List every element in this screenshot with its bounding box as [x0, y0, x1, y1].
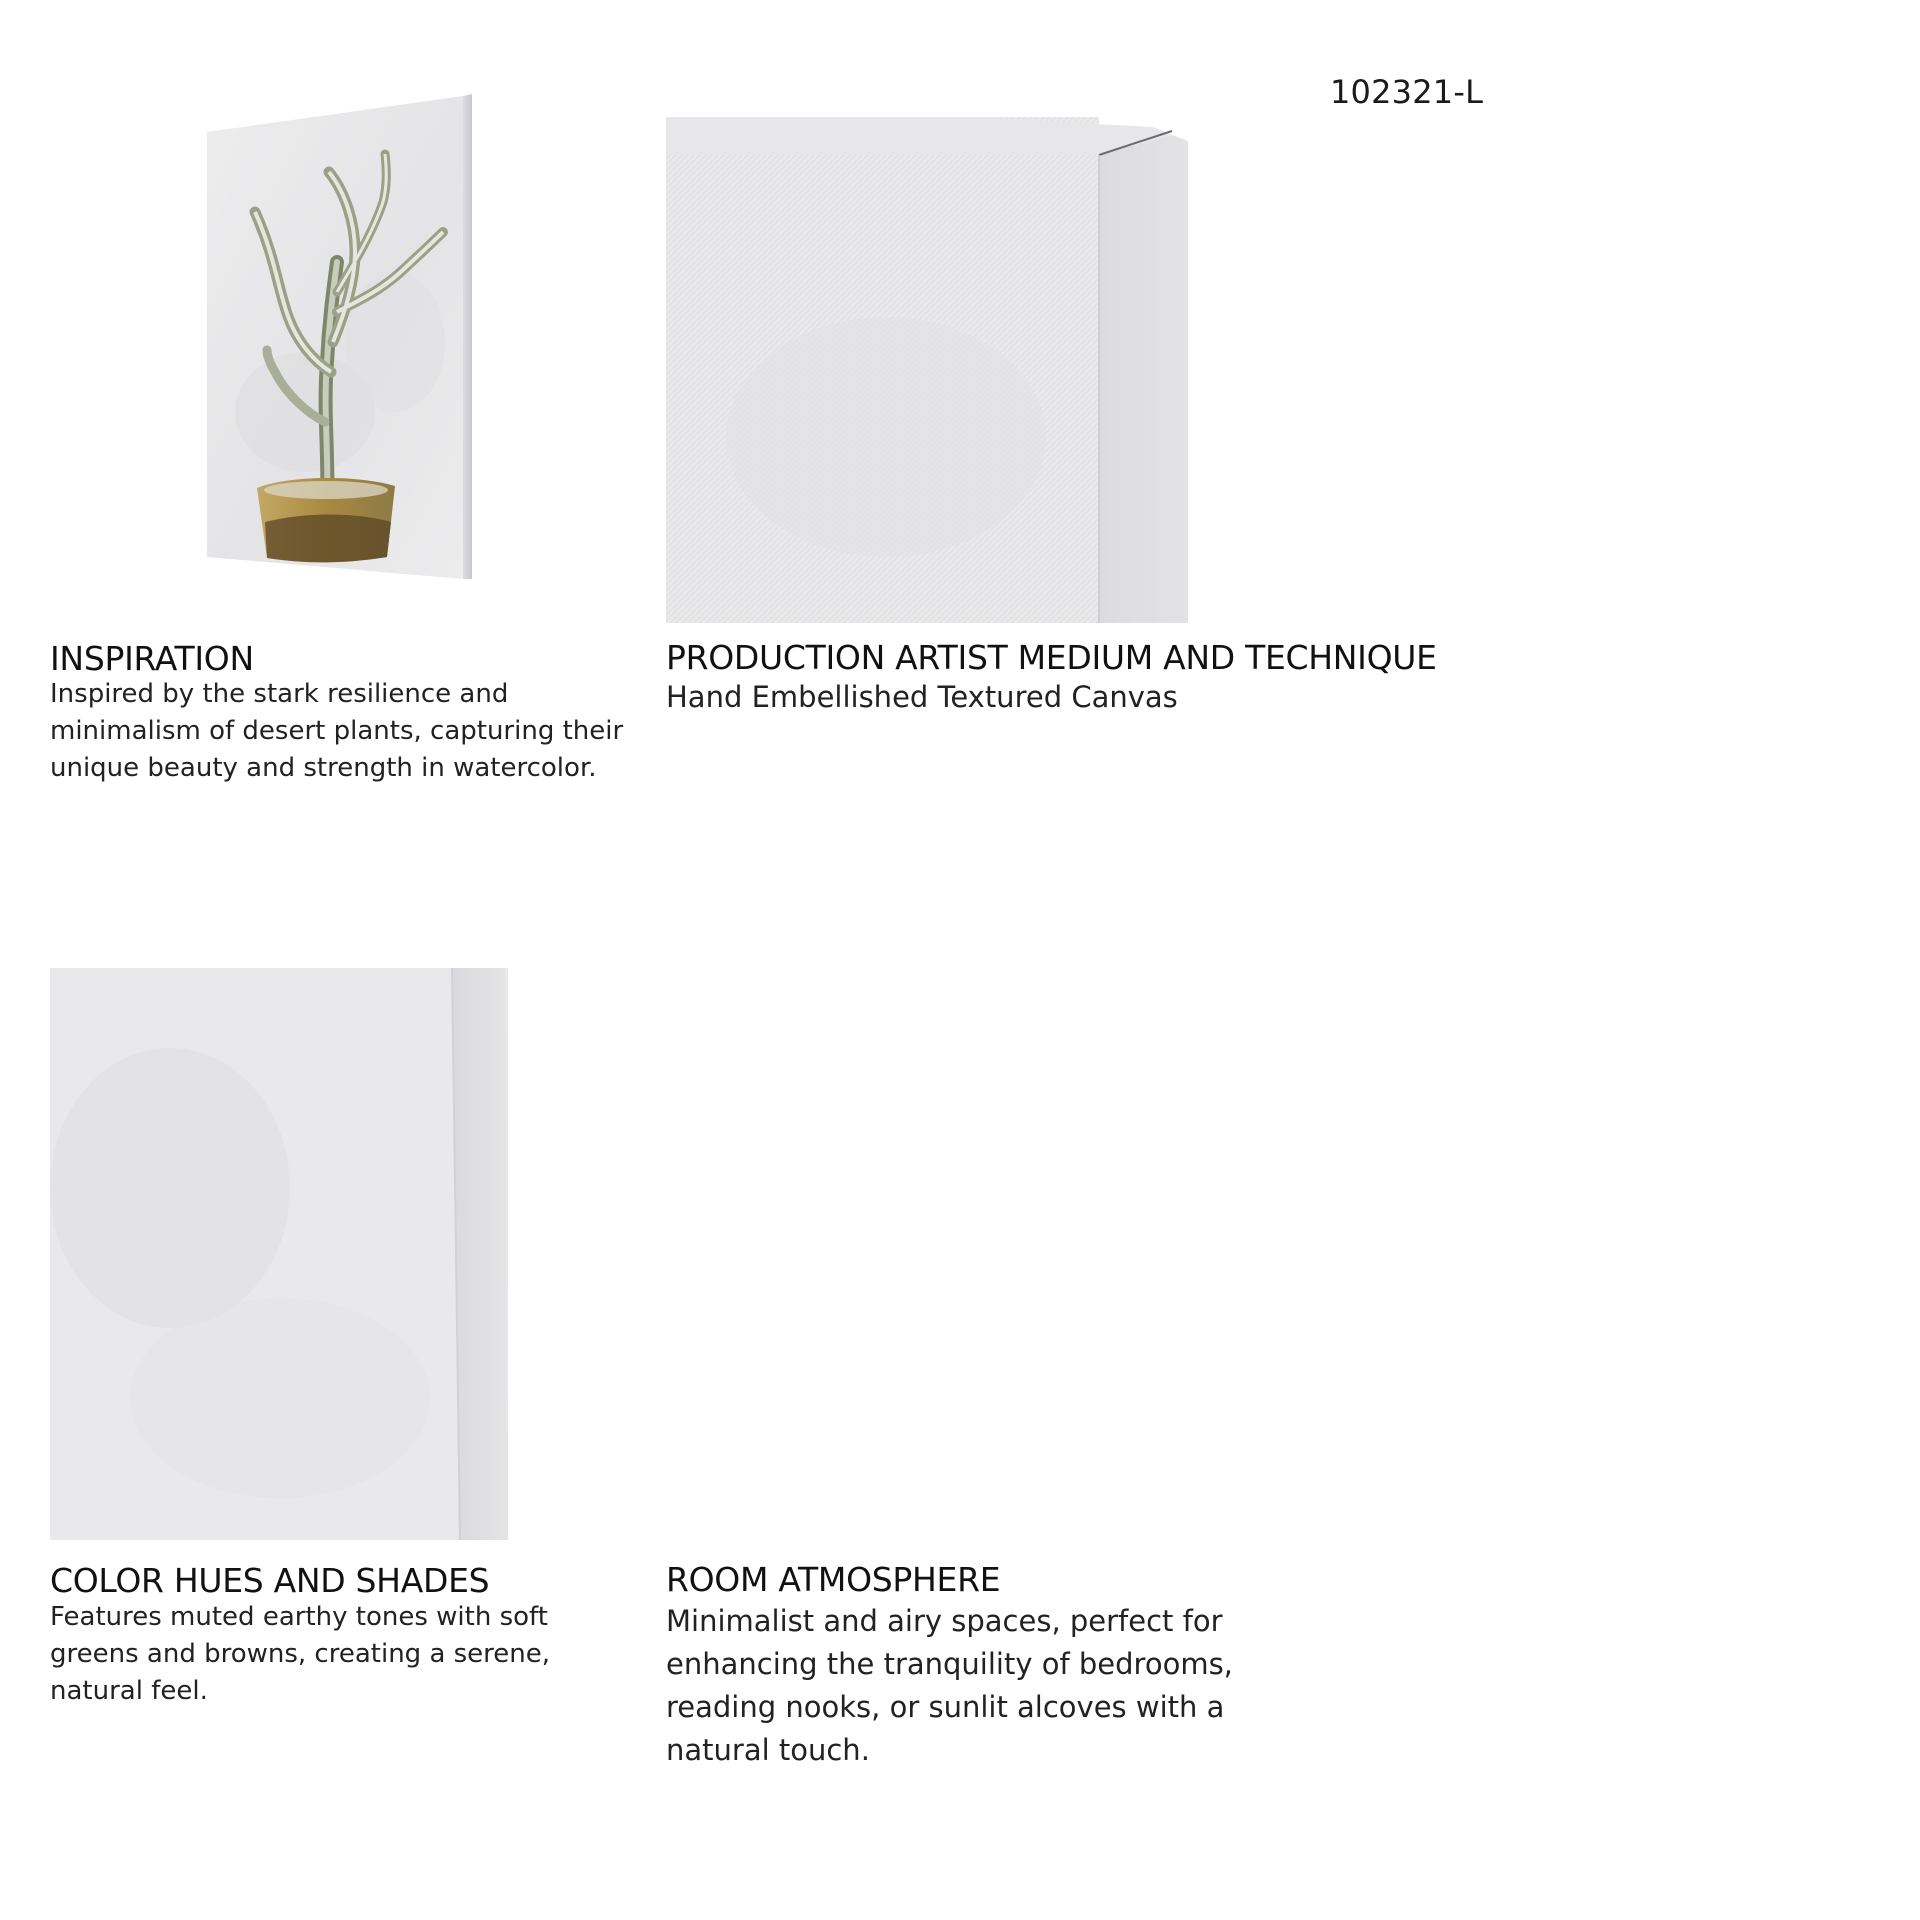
color-hues-heading: COLOR HUES AND SHADES	[50, 1561, 490, 1600]
production-text: Hand Embellished Textured Canvas	[666, 680, 1178, 714]
inspiration-text: Inspired by the stark resilience and minimalism of desert plants, capturing their unique beauty and strength in watercolor.	[50, 679, 624, 783]
product-sku: 102321-L	[1330, 73, 1484, 111]
color-hues-text: Features muted earthy tones with soft greens and browns, creating a serene, natural feel.	[50, 1602, 551, 1706]
canvas-corner-detail-image	[666, 117, 1188, 623]
inspiration-heading: INSPIRATION	[50, 639, 254, 678]
canvas-edge-detail-image	[50, 968, 508, 1540]
production-heading: PRODUCTION ARTIST MEDIUM AND TECHNIQUE	[666, 638, 1437, 677]
room-atmosphere-heading: ROOM ATMOSPHERE	[666, 1560, 1001, 1599]
room-atmosphere-text: Minimalist and airy spaces, perfect for enhancing the tranquility of bedrooms, reading nooks, or sunlit alcoves with a natural touch.	[666, 1604, 1233, 1767]
cactus-painting-image	[205, 92, 475, 579]
